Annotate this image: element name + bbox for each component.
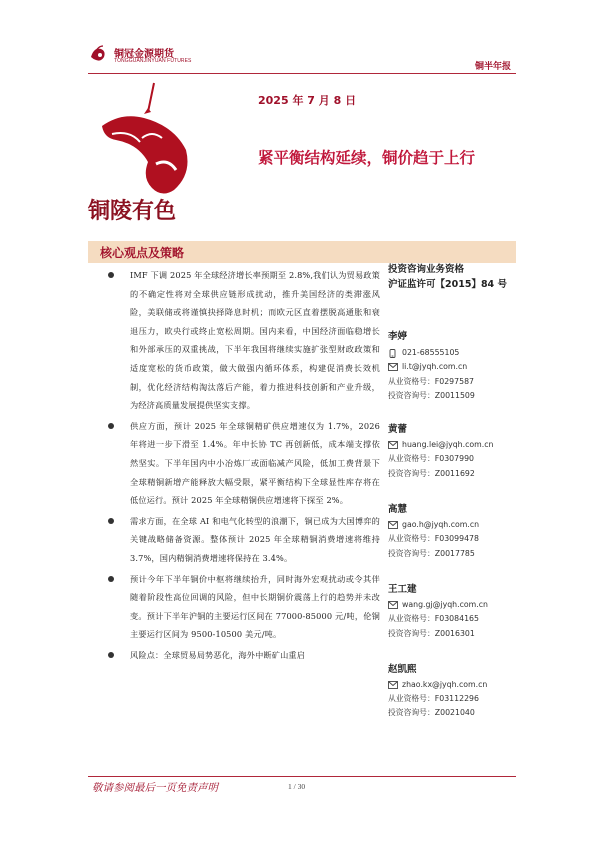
company-name-en: TONGGUANJINYUAN FUTURES xyxy=(114,58,192,64)
qualification-license: 沪证监许可【2015】84 号 xyxy=(388,279,507,290)
list-item xyxy=(104,512,380,568)
analyst-email[interactable]: gao.h@jyqh.com.cn xyxy=(388,518,528,532)
analyst-card xyxy=(388,661,528,721)
bullet-text: 供应方面，预计 2025 年全球铜精矿供应增速仅为 1.7%，2026 年将进一步下滑至 1.4%。年中长协 TC 再创新低，成本端支撑依然坚实。下半年国内中小冶炼厂或面临减产风险，低加工费背景下全球精铜新增产能释放大幅受限，紧平衡结构下全球显性库存将在低位运行。预计 2025 年全球精铜供应增速将下探至 2%。 xyxy=(130,420,380,506)
list-item xyxy=(104,646,380,665)
key-points-list xyxy=(104,266,380,664)
list-item xyxy=(104,570,380,644)
analyst-advisory-id: 投资咨询号：Z0017785 xyxy=(388,548,475,558)
email-icon xyxy=(388,363,398,371)
bullet-icon xyxy=(108,272,114,278)
list-item xyxy=(104,266,380,415)
analyst-email[interactable]: huang.lei@jyqh.com.cn xyxy=(388,438,528,452)
bullet-text: 预计今年下半年铜价中枢将继续抬升，同时海外宏观扰动或令其伴随着阶段性高位回调的风险，但中长期铜价震荡上行的趋势并未改变。预计下半年沪铜的主要运行区间在 77000-85000 元/吨，伦铜主要运行区间为 9500-10500 美元/吨。 xyxy=(130,573,380,640)
analyst-card xyxy=(388,421,528,481)
company-logo xyxy=(88,41,213,71)
analyst-license: 从业资格号：F03084165 xyxy=(388,614,479,624)
analyst-sidebar xyxy=(388,262,528,721)
bullet-icon xyxy=(108,576,114,582)
header-divider xyxy=(88,73,516,74)
analyst-card xyxy=(388,501,528,561)
analyst-name: 王工建 xyxy=(388,583,417,595)
email-icon xyxy=(388,681,398,689)
analyst-email[interactable]: li.t@jyqh.com.cn xyxy=(388,360,528,374)
analyst-license: 从业资格号：F03112296 xyxy=(388,694,479,704)
phone-icon xyxy=(388,349,397,358)
qualification-title: 投资咨询业务资格 xyxy=(388,264,465,275)
bullet-text: IMF 下调 2025 年全球经济增长率预期至 2.8%,我们认为贸易政策的不确定性将对全球供应链形成扰动，推升美国经济的类滞涨风险，美联储或将谨慎抉择降息时机；而欧元区直着摆脱高通胀和衰退压力，欧央行或终止宽松周期。国内来看，中国经济面临稳增长和外部承压的双重挑战，下半年我国将继续实施扩张型财政政策和适度宽松的货币政策，做大做强内循环体系，构建促消费长效机制，优化经济结构淘汰落后产能，着力推进科技创新和产业升级，为经济高质量发展提供坚实支撑。 xyxy=(130,270,380,411)
report-type: 铜半年报 xyxy=(474,62,511,72)
analyst-advisory-id: 投资咨询号：Z0016301 xyxy=(388,628,475,638)
page-number: 1 / 30 xyxy=(288,782,306,791)
bullet-icon xyxy=(108,423,114,429)
art-calligraphy-text: 铜陵有色 xyxy=(88,198,177,224)
analyst-name: 赵凯熙 xyxy=(388,663,417,675)
bullet-text: 风险点：全球贸易局势恶化，海外中断矿山重启 xyxy=(130,649,306,660)
analyst-advisory-id: 投资咨询号：Z0021040 xyxy=(388,708,475,718)
analyst-phone: 021-68555105 xyxy=(388,346,528,360)
analyst-advisory-id: 投资咨询号：Z0011509 xyxy=(388,390,475,400)
bullet-icon xyxy=(108,518,114,524)
section-header xyxy=(88,241,516,263)
email-icon xyxy=(388,441,398,449)
list-item xyxy=(104,417,380,510)
footer-divider xyxy=(88,776,516,777)
report-title: 紧平衡结构延续，铜价趋于上行 xyxy=(258,149,476,167)
analyst-email[interactable]: wang.gj@jyqh.com.cn xyxy=(388,598,528,612)
analyst-name: 黄蕾 xyxy=(388,424,408,436)
analyst-name: 高慧 xyxy=(388,504,408,516)
footer-disclaimer: 敬请参阅最后一页免责声明 xyxy=(92,782,218,794)
copper-vessel-icon xyxy=(82,78,202,228)
company-name-cn: 铜冠金源期货 xyxy=(114,49,174,60)
bullet-icon xyxy=(108,652,114,658)
section-title: 核心观点及策略 xyxy=(100,246,185,260)
analyst-card xyxy=(388,328,528,403)
bullet-text: 需求方面，在全球 AI 和电气化转型的浪潮下，铜已成为大国博弈的关键战略储备资源。整体预计 2025 年全球精铜消费增速将维持 3.7%，国内精铜消费增速将保持在 3.4%。 xyxy=(130,515,380,563)
email-icon xyxy=(388,601,398,609)
analyst-card xyxy=(388,581,528,641)
report-date: 2025 年 7 月 8 日 xyxy=(258,94,357,107)
analyst-license: 从业资格号：F0297587 xyxy=(388,376,474,386)
decorative-calligraphy-art xyxy=(82,78,202,228)
analyst-name: 李婷 xyxy=(388,331,408,342)
analyst-license: 从业资格号：F03099478 xyxy=(388,534,479,544)
email-icon xyxy=(388,521,398,529)
analyst-license: 从业资格号：F0307990 xyxy=(388,454,474,464)
analyst-email[interactable]: zhao.kx@jyqh.com.cn xyxy=(388,678,528,692)
analyst-advisory-id: 投资咨询号：Z0011692 xyxy=(388,468,475,478)
logo-mark-icon xyxy=(88,43,110,65)
